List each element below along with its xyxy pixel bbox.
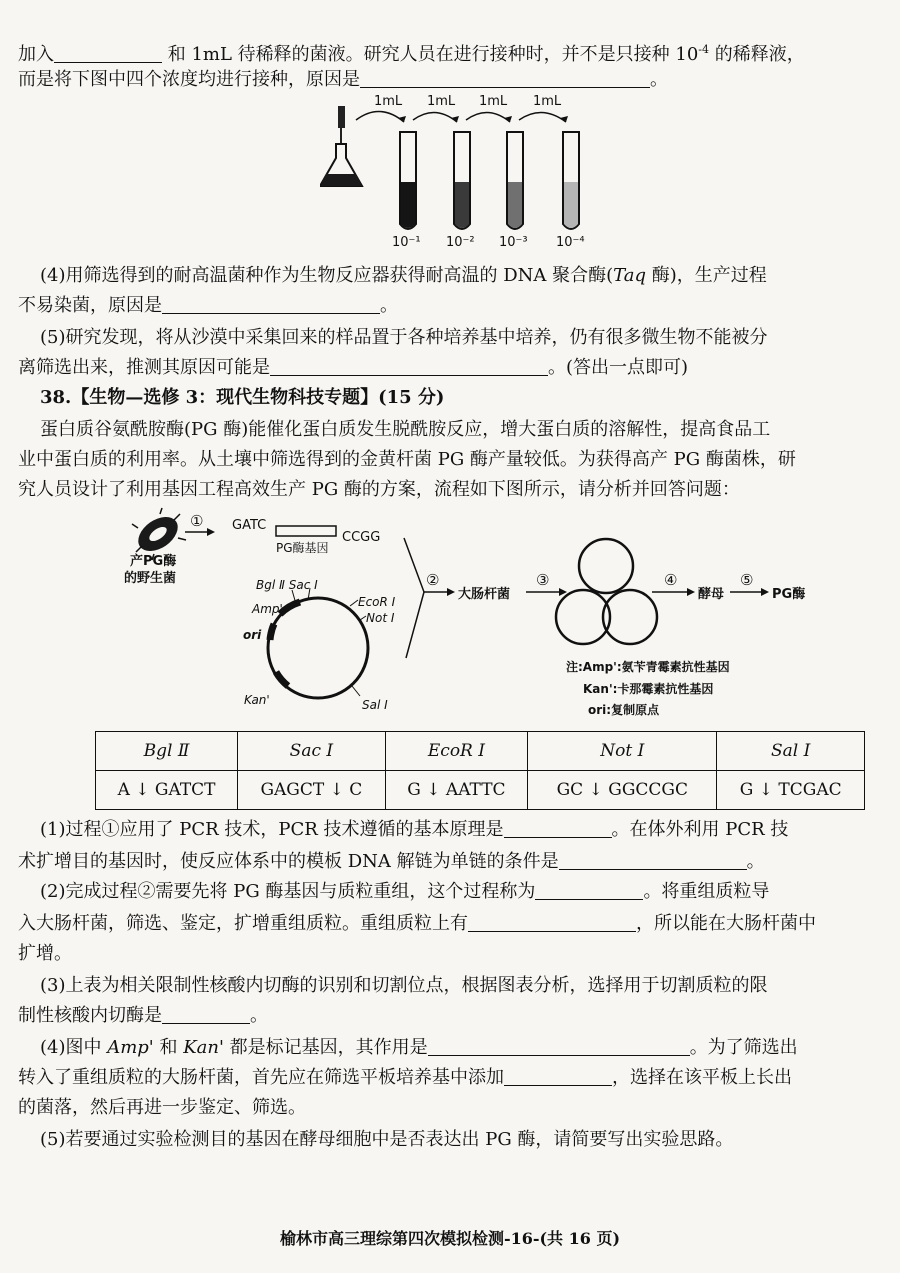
answer-blank[interactable] — [504, 819, 612, 838]
enzyme-header-row — [96, 732, 865, 771]
pg-label: PG酶 — [772, 587, 806, 602]
s3-line-2: 制性核酸内切酶是 。 — [18, 1005, 268, 1026]
enzyme-site-row — [96, 771, 865, 810]
test-tube-4 — [563, 132, 579, 229]
wild-bacteria-label-2: 的野生菌 — [124, 571, 177, 586]
sali-label: Sal Ⅰ — [362, 698, 388, 712]
noti-label: Not Ⅰ — [366, 611, 395, 625]
cut-site: GC ↓ GGCCGC — [528, 771, 717, 810]
pg-gene-box — [276, 526, 336, 536]
s2-line-3: 扩增。 — [18, 943, 72, 964]
enzyme-name: Not Ⅰ — [528, 732, 717, 771]
q3-line-1: 加入 和 1mL 待稀释的菌液。研究人员在进行接种时，并不是只接种 $10^{-4}$ 的稀释液， — [18, 43, 805, 65]
enzyme-name: Bgl Ⅱ — [96, 732, 238, 771]
answer-blank[interactable] — [162, 1005, 250, 1024]
s3-line-1: (3)上表为相关限制性核酸内切酶的识别和切割位点，根据图表分析，选择用于切割质粒的限 — [40, 975, 768, 996]
page-footer: 榆林市高三理综第四次模拟检测-16-(共 16 页) — [279, 1229, 621, 1248]
test-tube-1 — [400, 132, 416, 229]
plasmid-diagram — [268, 588, 368, 698]
kan-label: Kan' — [244, 693, 270, 707]
ecori-label: EcoR Ⅰ — [358, 595, 396, 609]
transfer-label-4: 1mL — [533, 94, 562, 109]
bglii-saci-label: Bgl Ⅱ Sac Ⅰ — [256, 578, 318, 592]
tube-label-2: 10⁻² — [446, 235, 475, 250]
s5-line-1: (5)若要通过实验检测目的基因在酵母细胞中是否表达出 PG 酶，请简要写出实验思路。 — [40, 1129, 734, 1150]
amp-label: Amp' — [252, 602, 283, 616]
wild-bacteria-label-1: 产PG酶 — [130, 554, 177, 569]
transfer-label-2: 1mL — [427, 94, 456, 109]
transfer-label-3: 1mL — [479, 94, 508, 109]
ecoli-label: 大肠杆菌 — [458, 587, 511, 602]
step-3-label: ③ — [536, 571, 550, 589]
dilution-figure — [320, 92, 620, 257]
note-line-3: ori:复制原点 — [588, 703, 660, 717]
q4-line-2: 不易染菌，原因是 。 — [18, 295, 398, 316]
s4-line-1: (4)图中 Amp' 和 Kan' 都是标记基因，其作用是 。为了筛选出 — [40, 1037, 798, 1058]
answer-blank[interactable] — [559, 851, 747, 870]
pg-gene-label: PG酶基因 — [276, 541, 329, 555]
answer-blank[interactable] — [468, 913, 636, 932]
cut-site: G ↓ AATTC — [385, 771, 528, 810]
enzyme-name: Sac Ⅰ — [238, 732, 386, 771]
tube-label-3: 10⁻³ — [499, 235, 528, 250]
q38-para-1: 蛋白质谷氨酰胺酶(PG 酶)能催化蛋白质发生脱酰胺反应，增大蛋白质的溶解性，提高食品工 — [40, 419, 771, 440]
flask-icon — [320, 144, 362, 186]
answer-blank[interactable] — [360, 69, 650, 88]
q38-para-3: 究人员设计了利用基因工程高效生产 PG 酶的方案，流程如下图所示，请分析并回答问题： — [18, 479, 740, 500]
answer-blank[interactable] — [54, 44, 162, 63]
s4-line-3: 的菌落，然后再进一步鉴定、筛选。 — [18, 1097, 306, 1118]
answer-blank[interactable] — [428, 1037, 690, 1056]
q38-heading: 38.【生物—选修 3：现代生物科技专题】(15 分) — [40, 387, 445, 408]
enzyme-table — [95, 731, 865, 810]
cut-site: G ↓ TCGAC — [717, 771, 865, 810]
step-4-label: ④ — [664, 571, 678, 589]
ccgg-label: CCGG — [342, 530, 381, 545]
step-2-label: ② — [426, 571, 440, 589]
q4-line-1: (4)用筛选得到的耐高温菌种作为生物反应器获得耐高温的 DNA 聚合酶(Taq 酶)，生产过程 — [40, 265, 767, 286]
gatc-label: GATC — [232, 518, 267, 533]
yeast-label: 酵母 — [698, 587, 725, 602]
tube-label-4: 10⁻⁴ — [556, 235, 585, 250]
s4-line-2: 转入了重组质粒的大肠杆菌，首先应在筛选平板培养基中添加 ，选择在该平板上长出 — [18, 1067, 792, 1088]
answer-blank[interactable] — [162, 295, 380, 314]
s1-line-2: 术扩增目的基因时，使反应体系中的模板 DNA 解链为单链的条件是 。 — [18, 851, 765, 872]
q5-line-2: 离筛选出来，推测其原因可能是 。(答出一点即可) — [18, 357, 689, 378]
tube-label-1: 10⁻¹ — [392, 235, 421, 250]
test-tube-2 — [454, 132, 470, 229]
cut-site: GAGCT ↓ C — [238, 771, 386, 810]
s2-line-1: (2)完成过程②需要先将 PG 酶基因与质粒重组，这个过程称为 。将重组质粒导 — [40, 881, 770, 902]
s1-line-1: (1)过程①应用了 PCR 技术，PCR 技术遵循的基本原理是 。在体外利用 PCR 技 — [40, 819, 789, 840]
q5-line-1: (5)研究发现，将从沙漠中采集回来的样品置于各种培养基中培养，仍有很多微生物不能被分 — [40, 327, 768, 348]
s2-line-2: 入大肠杆菌，筛选、鉴定，扩增重组质粒。重组质粒上有 ，所以能在大肠杆菌中 — [18, 913, 816, 934]
test-tube-3 — [507, 132, 523, 229]
transfer-label-1: 1mL — [374, 94, 403, 109]
answer-blank[interactable] — [535, 881, 643, 900]
q3-line-2: 而是将下图中四个浓度均进行接种，原因是 。 — [18, 69, 668, 90]
enzyme-name: EcoR Ⅰ — [385, 732, 528, 771]
answer-blank[interactable] — [270, 357, 548, 376]
ori-label: ori — [243, 628, 262, 642]
enzyme-name: Sal Ⅰ — [717, 732, 865, 771]
note-line-1: 注:Amp':氨苄青霉素抗性基因 — [566, 660, 730, 674]
step-1-label: ① — [190, 512, 204, 530]
cut-site: A ↓ GATCT — [96, 771, 238, 810]
ecoli-cells — [556, 539, 657, 644]
note-line-2: Kan':卡那霉素抗性基因 — [583, 682, 714, 696]
q38-para-2: 业中蛋白质的利用率。从土壤中筛选得到的金黄杆菌 PG 酶产量较低。为获得高产 PG 酶菌株，研 — [18, 449, 796, 470]
flow-diagram — [0, 500, 900, 730]
answer-blank[interactable] — [504, 1067, 612, 1086]
step-5-label: ⑤ — [740, 571, 754, 589]
